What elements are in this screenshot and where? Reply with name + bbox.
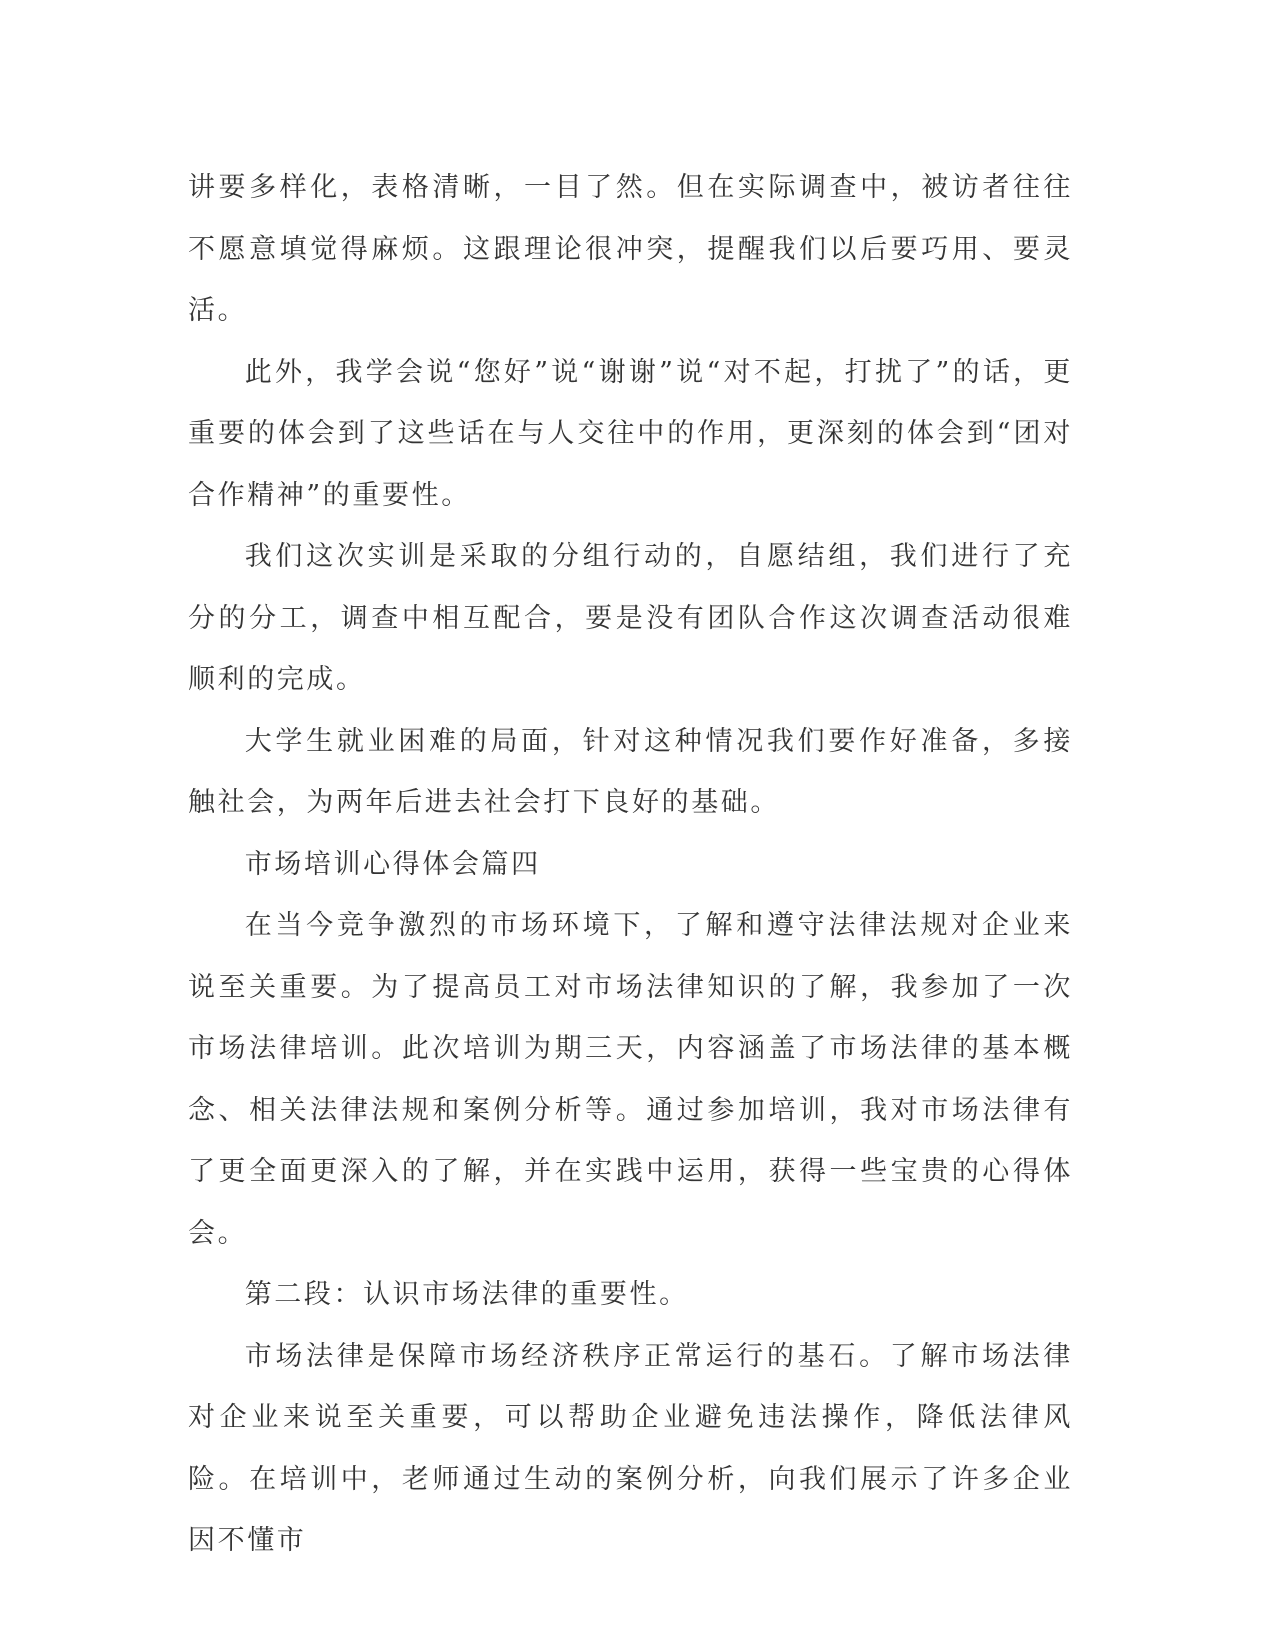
- paragraph-5: 在当今竞争激烈的市场环境下，了解和遵守法律法规对企业来说至关重要。为了提高员工对市场法律知识的了解，我参加了一次市场法律培训。此次培训为期三天，内容涵盖了市场法律的基本概念、相关法律法规和案例分析等。通过参加培训，我对市场法律有了更全面更深入的了解，并在实践中运用，获得一些宝贵的心得体会。: [188, 910, 1073, 1249]
- section-heading: 市场培训心得体会篇四: [244, 848, 541, 880]
- paragraph-1: 讲要多样化，表格清晰，一目了然。但在实际调查中，被访者往往不愿意填觉得麻烦。这跟理论很冲突，提醒我们以后要巧用、要灵活。: [188, 172, 1073, 326]
- paragraph-2: 此外，我学会说“您好”说“谢谢”说“对不起，打扰了”的话，更重要的体会到了这些话在与人交往中的作用，更深刻的体会到“团对合作精神”的重要性。: [188, 356, 1073, 511]
- document-body: [188, 157, 1073, 1572]
- paragraph-4: 大学生就业困难的局面，针对这种情况我们要作好准备，多接触社会，为两年后进去社会打下良好的基础。: [188, 725, 1073, 818]
- paragraph-6: 市场法律是保障市场经济秩序正常运行的基石。了解市场法律对企业来说至关重要，可以帮助企业避免违法操作，降低法律风险。在培训中，老师通过生动的案例分析，向我们展示了许多企业因不懂市: [188, 1340, 1073, 1556]
- paragraph-3: 我们这次实训是采取的分组行动的，自愿结组，我们进行了充分的分工，调查中相互配合，要是没有团队合作这次调查活动很难顺利的完成。: [188, 541, 1073, 695]
- subheading-second-paragraph: 第二段：认识市场法律的重要性。: [244, 1279, 689, 1310]
